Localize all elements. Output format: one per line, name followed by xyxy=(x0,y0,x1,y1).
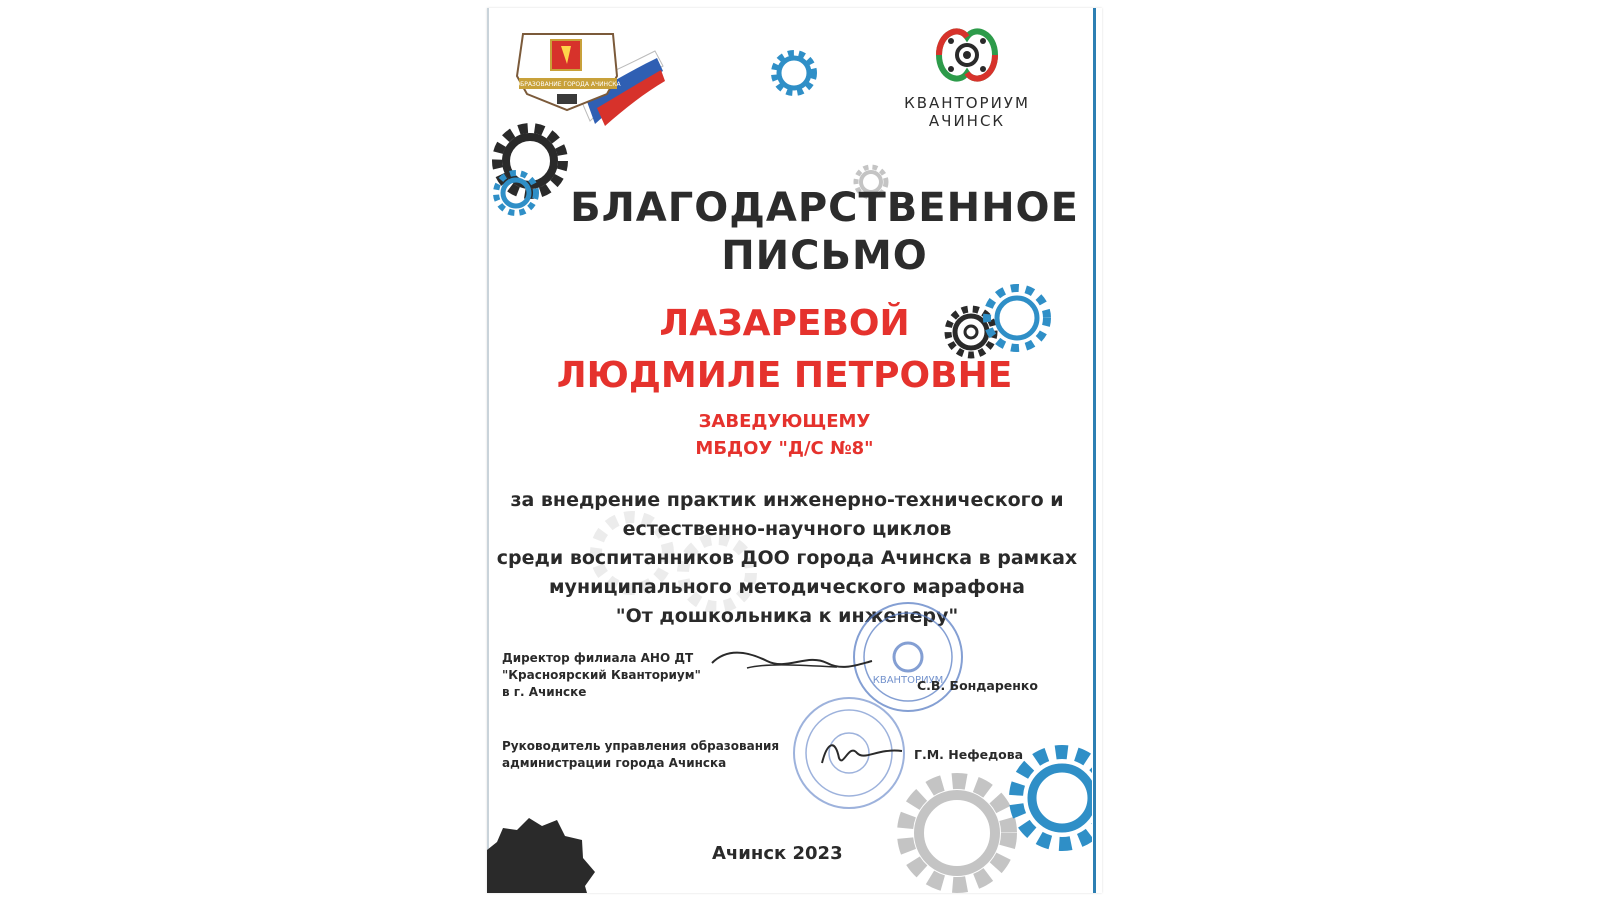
signatory-2-title: Руководитель управления образования администрации города Ачинска xyxy=(502,739,780,770)
reason-line: за внедрение практик инженерно-технического и xyxy=(510,489,1064,511)
recipient-organization: МБДОУ "Д/С №8" xyxy=(695,438,874,459)
page-right-border xyxy=(1093,8,1096,893)
signatory-2-name: Г.М. Нефедова xyxy=(914,747,1024,762)
signature-2 xyxy=(817,733,907,773)
stamp-text: КВАНТОРИУМ xyxy=(872,675,944,686)
certificate-page xyxy=(487,8,1102,893)
reason-line: муниципального методического марафона xyxy=(549,576,1025,598)
recipient-surname: ЛАЗАРЕВОЙ xyxy=(659,303,910,344)
reason-line: "От дошкольника к инженеру" xyxy=(615,605,959,627)
education-banner-text: ОБРАЗОВАНИЕ ГОРОДА АЧИНСКА xyxy=(515,81,621,88)
education-city-logo xyxy=(505,26,665,126)
letter-title-line2: ПИСЬМО xyxy=(721,233,928,279)
reason-line: естественно-научного циклов xyxy=(622,518,952,540)
letter-title: БЛАГОДАРСТВЕННОЕ xyxy=(570,185,1079,231)
gear-icon xyxy=(487,810,597,893)
signatory-1-name: С.В. Бондаренко xyxy=(917,678,1038,693)
signatory-1-title: Директор филиала АНО ДТ "Красноярский Кванториум" в г. Ачинске xyxy=(502,651,701,699)
kvantorium-logo xyxy=(882,20,1052,140)
kvantorium-city: АЧИНСК xyxy=(928,112,1006,130)
reason-text xyxy=(487,486,1087,631)
gear-icon xyxy=(767,46,821,100)
recipient-position: ЗАВЕДУЮЩЕМУ xyxy=(698,411,871,432)
city-year: Ачинск 2023 xyxy=(712,843,843,864)
signature-1 xyxy=(707,643,877,683)
kvantorium-name: КВАНТОРИУМ xyxy=(904,94,1030,112)
recipient-name: ЛЮДМИЛЕ ПЕТРОВНЕ xyxy=(556,355,1013,396)
reason-line: среди воспитанников ДОО города Ачинска в рамках xyxy=(496,547,1078,569)
kvantorium-emblem-icon xyxy=(882,20,1052,90)
